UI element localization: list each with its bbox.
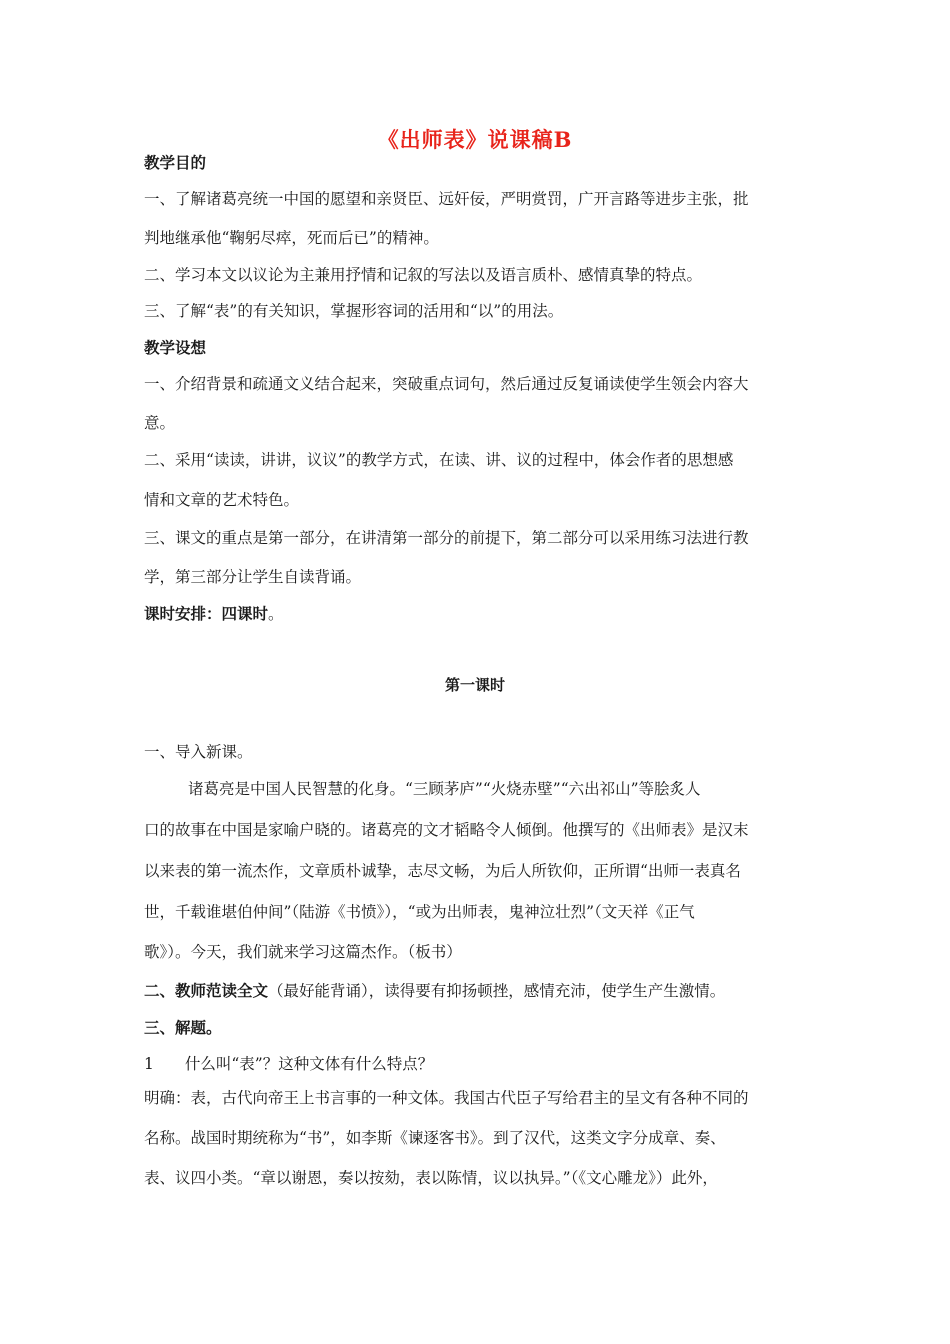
step-2-bold: 二、教师范读全文 (144, 981, 269, 1000)
question-1: 1 什么叫“表”？这种文体有什么特点？ (144, 1055, 434, 1073)
step-3-heading: 三、解题。 (144, 1018, 222, 1037)
intro-para-line-3: 以来表的第一流杰作，文章质朴诚挚，志尽文畅，为后人所钦仰，正所谓“出师一表真名 (144, 862, 741, 880)
goal-1-line-2: 判地继承他“鞠躬尽瘁，死而后已”的精神。 (144, 229, 439, 247)
design-2-line-2: 情和文章的艺术特色。 (144, 491, 300, 509)
design-3-line-2: 学，第三部分让学生自读背诵。 (144, 568, 362, 586)
answer-line-2: 名称。战国时期统称为“书”，如李斯《谏逐客书》。到了汉代，这类文字分成章、奏、 (144, 1129, 726, 1147)
design-1-line-2: 意。 (144, 414, 176, 432)
intro-para-line-4: 世，千载谁堪伯仲间”（陆游《书愤》），“或为出师表，鬼神泣壮烈”（文天祥《正气 (144, 903, 695, 921)
step-2-rest: （最好能背诵），读得要有抑扬顿挫，感情充沛，使学生产生激情。 (268, 982, 726, 1000)
design-2-line-1: 二、采用“读读，讲讲，议议”的教学方式，在读、讲、议的过程中，体会作者的思想感 (144, 451, 734, 469)
schedule-label: 课时安排：四课时 (144, 604, 269, 623)
intro-step: 一、导入新课。 (144, 743, 253, 761)
answer-line-1: 明确：表，古代向帝王上书言事的一种文体。我国古代臣子写给君主的呈文有各种不同的 (144, 1089, 749, 1107)
schedule-end: 。 (268, 605, 284, 623)
intro-para-line-2: 口的故事在中国是家喻户晓的。诸葛亮的文才韬略令人倾倒。他撰写的《出师表》是汉末 (144, 821, 749, 839)
step-2-line (144, 979, 804, 1003)
answer-line-3: 表、议四小类。“章以谢恩，奏以按劾，表以陈情，议以执异。”（《文心雕龙》）此外， (144, 1169, 718, 1187)
goals-heading: 教学目的 (144, 153, 207, 172)
goal-2: 二、学习本文以议论为主兼用抒情和记叙的写法以及语言质朴、感情真挚的特点。 (144, 266, 703, 284)
design-1-line-1: 一、介绍背景和疏通文义结合起来，突破重点词句，然后通过反复诵读使学生领会内容大 (144, 375, 749, 393)
goal-3: 三、了解“表”的有关知识，掌握形容词的活用和“以”的用法。 (144, 302, 564, 320)
lesson-1-heading: 第一课时 (444, 676, 505, 694)
intro-para-line-5: 歌》）。今天，我们就来学习这篇杰作。（板书） (144, 943, 462, 961)
goal-1-line-1: 一、了解诸葛亮统一中国的愿望和亲贤臣、远奸佞，严明赏罚，广开言路等进步主张，批 (144, 190, 749, 208)
design-heading: 教学设想 (144, 338, 207, 357)
document-title: 《出师表》说课稿B (377, 127, 573, 152)
design-3-line-1: 三、课文的重点是第一部分，在讲清第一部分的前提下，第二部分可以采用练习法进行教 (144, 529, 749, 547)
schedule-line (144, 602, 804, 626)
intro-para-line-1: 诸葛亮是中国人民智慧的化身。“三顾茅庐”“火烧赤壁”“六出祁山”等脍炙人 (188, 780, 701, 798)
